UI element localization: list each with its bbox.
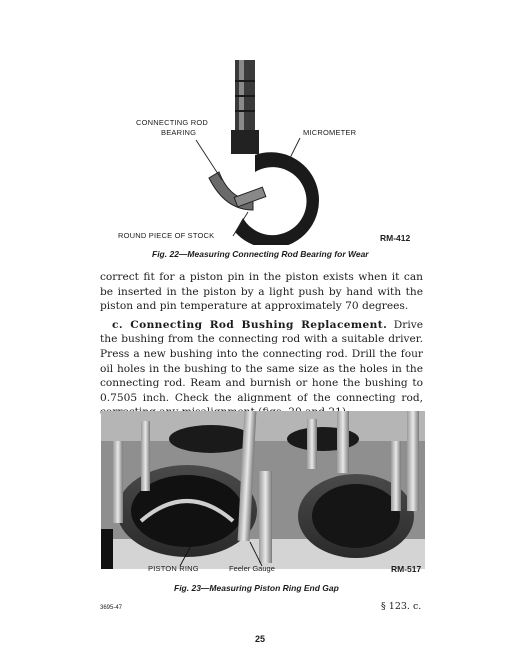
page-number: 25	[255, 634, 266, 644]
figure-22-ref: RM-412	[380, 233, 411, 243]
label-connecting-rod: CONNECTING ROD	[136, 118, 208, 127]
label-micrometer: MICROMETER	[303, 128, 357, 137]
section-text: Drive the bushing from the connecting rod with a suitable driver. Press a new bushing into the connecting rod. Drill the four oil holes in the bushing to the same size as the holes in the connecting rod. Ream and burnish or hone the bushing to 0.7505 inch. Check the alignment of the connecting rod,	[100, 318, 423, 404]
figure-23-caption: Fig. 23—Measuring Piston Ring End Gap	[174, 583, 339, 593]
figure-23-ref: RM-517	[391, 564, 422, 574]
figure-22-caption: Fig. 22—Measuring Connecting Rod Bearing for Wear	[152, 249, 369, 259]
print-code: 3695-47	[100, 605, 123, 611]
label-bearing: BEARING	[161, 128, 197, 137]
label-feeler-gauge: Feeler Gauge	[229, 564, 275, 573]
label-round-piece-of-stock: ROUND PIECE OF STOCK	[118, 231, 215, 240]
section-reference: § 123. c.	[381, 601, 422, 612]
label-piston-ring: PISTON RING	[148, 564, 199, 573]
paragraph-piston-pin-fit: correct fit for a piston pin in the piston exists when it can be inserted in the piston by a light push by hand with the piston and pin temperature at approximately 70 degrees.	[100, 271, 423, 313]
section-heading: c. Connecting Rod Bushing Replacement.	[112, 318, 388, 331]
